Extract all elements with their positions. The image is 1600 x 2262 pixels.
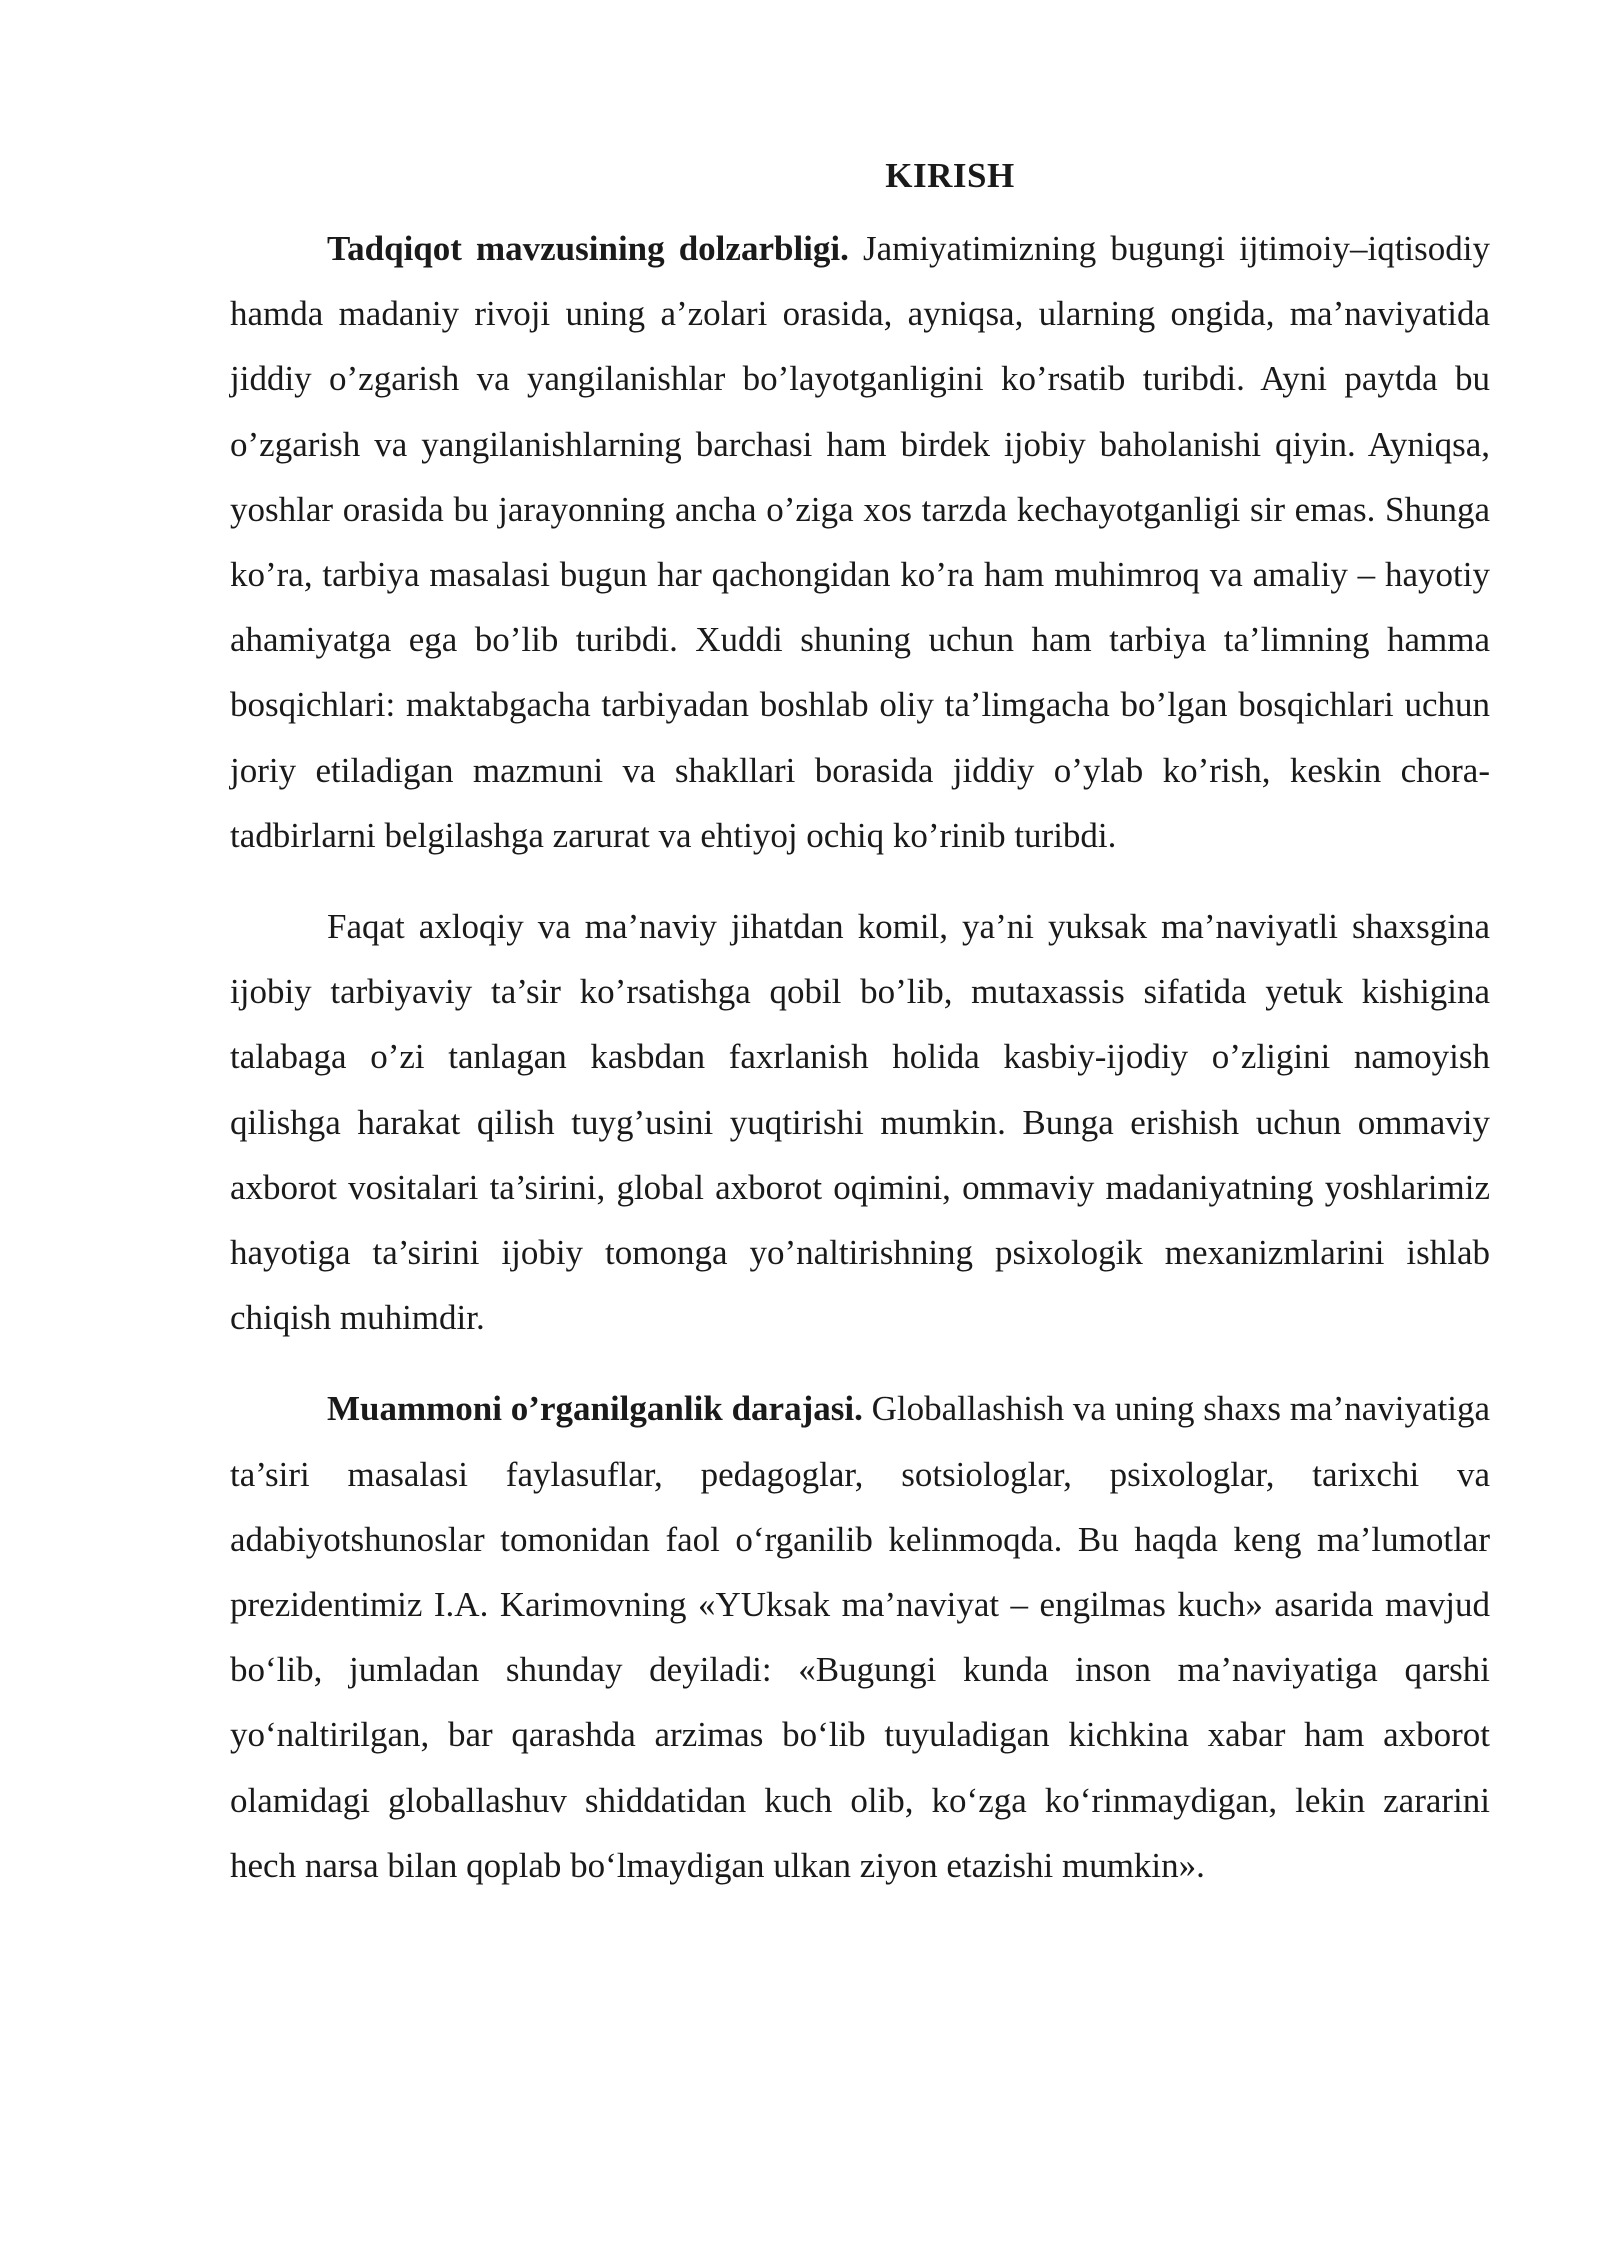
paragraph-research-level [230, 1376, 1490, 1898]
paragraph-text-research-level: Globallashish va uning shaxs ma’naviyatiga ta’siri masalasi faylasuflar, pedagoglar, sotsiologlar, psixologlar, tarixchi va adabiyotshunoslar tomonidan faol o‘rganilib kelinmoqda. Bu haqda keng ma’lumotlar prezidentimiz I.A. Karimovning «YUksak ma’naviyat – engilmas kuch» asarida mavjud bo‘lib, jumladan shunday deyiladi: «Bugungi kunda inson ma’naviyatiga qarshi yo‘naltirilgan, bar qarashda arzimas bo‘lib tuyuladigan kichkina xabar ham axborot olamidagi globallashuv shiddatidan kuch olib, ko‘zga ko‘rinmaydigan, lekin zararini hech narsa bilan qoplab bo‘lmaydigan ulkan ziyon etazishi mumkin». [230, 1389, 1490, 1885]
page-title: KIRISH [885, 156, 1015, 195]
paragraph-moral-personality [230, 894, 1490, 1350]
paragraph-text-relevance: Jamiyatimizning bugungi ijtimoiy–iqtisodiy hamda madaniy rivoji uning a’zolari orasida, ayniqsa, ularning ongida, ma’naviyatida jiddiy o’zgarish va yangilanishlar bo’layotganligini ko’rsatib turibdi. Ayni paytda bu o’zgarish va yangilanishlarning barchasi ham birdek ijobiy baholanishi qiyin. Ayniqsa, yoshlar orasida bu jarayonning ancha o’ziga xos tarzda kechayotganligi sir emas. Shunga ko’ra, tarbiya masalasi bugun har qachongidan ko’ra ham muhimroq va amaliy – hayotiy ahamiyatga ega bo’lib turibdi. Xuddi shuning uchun ham tarbiya ta’limning hamma bosqichlari: maktabgacha tarbiyadan boshlab oliy ta’limgacha bo’lgan bosqichlari uchun joriy etiladigan mazmuni va shakllari borasida jiddiy o’ylab ko’rish, keskin chora-tadbirlarni belgilashga zarurat va ehtiyoj ochiq ko’rinib turibdi. [230, 229, 1490, 855]
paragraph-text-moral-personality: Faqat axloqiy va ma’naviy jihatdan komil, ya’ni yuksak ma’naviyatli shaxsgina ijobiy tarbiyaviy ta’sir ko’rsatishga qobil bo’lib, mutaxassis sifatida yetuk kishigina talabaga o’zi tanlagan kasbdan faxrlanish holida kasbiy-ijodiy o’zligini namoyish qilishga harakat qilish tuyg’usini yuqtirishi mumkin. Bunga erishish uchun ommaviy axborot vositalari ta’sirini, global axborot oqimini, ommaviy madaniyatning yoshlarimiz hayotiga ta’sirini ijobiy tomonga yo’naltirishning psixologik mexanizmlarini ishlab chiqish muhimdir. [230, 907, 1490, 1338]
paragraph-relevance [230, 216, 1490, 868]
document-page [230, 150, 1490, 1924]
paragraph-lead-relevance: Tadqiqot mavzusining dolzarbligi. [327, 229, 849, 268]
paragraph-lead-research-level: Muammoni o’rganilganlik darajasi. [327, 1389, 863, 1429]
